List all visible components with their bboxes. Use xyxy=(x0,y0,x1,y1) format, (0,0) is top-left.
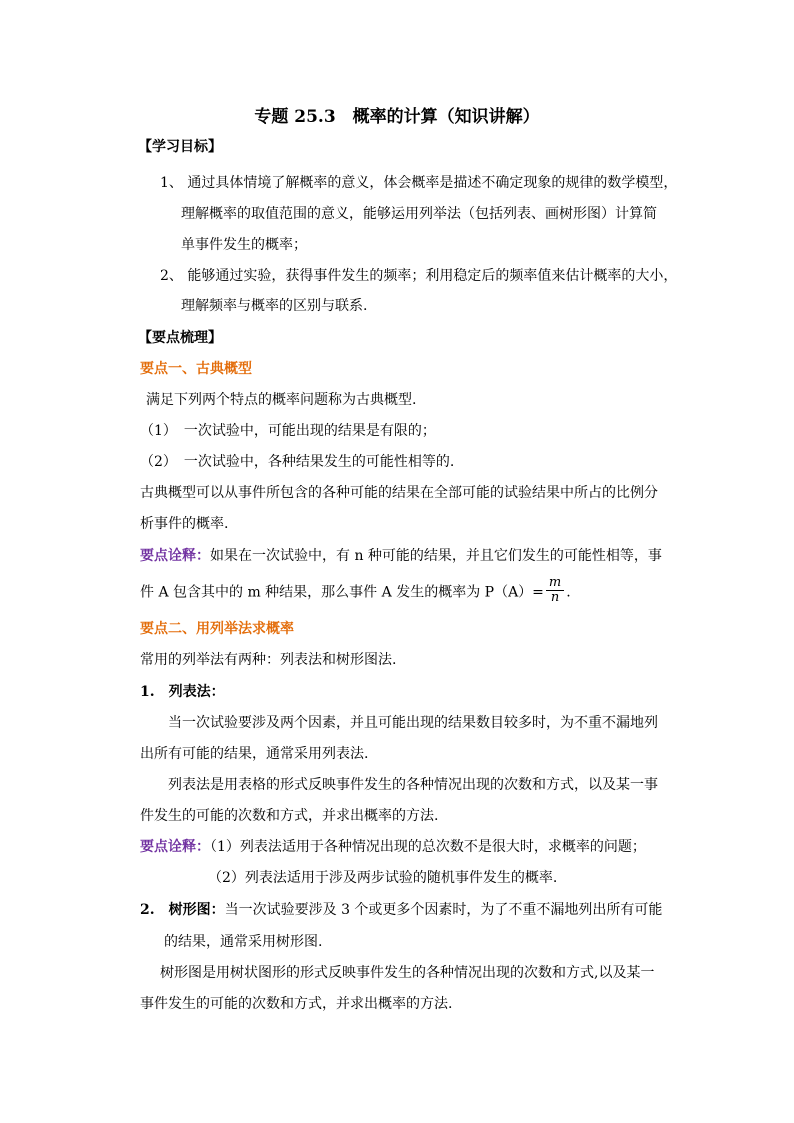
method2-text-1: 当一次试验要涉及 3 个或更多个因素时，为了不重不漏地列出所有可能 xyxy=(224,902,663,918)
point1-condition-1: （1） 一次试验中，可能出现的结果是有限的； xyxy=(140,423,436,439)
objective-2-line-2: 理解频率与概率的区别与联系. xyxy=(181,298,368,314)
objectives-heading: 【学习目标】 xyxy=(138,139,222,155)
method2-label: 2. 树形图： xyxy=(140,902,225,918)
point1-definition-line-1: 古典概型可以从事件所包含的各种可能的结果在全部可能的试验结果中所占的比例分 xyxy=(140,485,658,501)
method1-paragraph2-line-2: 件发生的可能的次数和方式，并求出概率的方法. xyxy=(140,808,439,824)
point1-note-text-1: 如果在一次试验中，有 n 种可能的结果，并且它们发生的可能性相等，事 xyxy=(210,548,662,564)
point1-note-line-2 xyxy=(140,575,571,607)
method2-line-2: 的结果，通常采用树形图. xyxy=(164,934,323,950)
objective-2-line-1: 2、 能够通过实验，获得事件发生的频率；利用稳定后的频率值来估计概率的大小， xyxy=(160,268,678,284)
fraction-denominator: n xyxy=(550,590,560,605)
point1-note-text-2: 件 A 包含其中的 m 种结果，那么事件 A 发生的概率为 P（A）= xyxy=(140,584,544,601)
probability-fraction xyxy=(546,576,564,605)
point2-heading: 要点二、用列举法求概率 xyxy=(140,621,294,637)
point1-heading: 要点一、古典概型 xyxy=(140,361,252,377)
method2-paragraph-line-1: 树形图是用树状图形的形式反映事件发生的各种情况出现的次数和方式,以及某一 xyxy=(160,965,655,981)
point2-note-line-1 xyxy=(140,837,646,857)
method2-paragraph-line-2: 事件发生的可能的次数和方式，并求出概率的方法. xyxy=(140,996,453,1012)
point2-note-1: （1）列表法适用于各种情况出现的总次数不是很大时，求概率的问题； xyxy=(210,839,646,855)
key-points-heading: 【要点梳理】 xyxy=(138,330,222,346)
point1-intro: 满足下列两个特点的概率问题称为古典概型. xyxy=(146,392,417,408)
point1-note-label: 要点诠释： xyxy=(140,548,210,564)
method1-paragraph2-line-1: 列表法是用表格的形式反映事件发生的各种情况出现的次数和方式，以及某一事 xyxy=(168,777,658,793)
method1-paragraph1-line-1: 当一次试验要涉及两个因素，并且可能出现的结果数目较多时，为不重不漏地列 xyxy=(168,715,658,731)
method2-line-1 xyxy=(140,900,662,920)
page-title: 专题 25.3 概率的计算（知识讲解） xyxy=(254,107,540,127)
point1-note-line-1 xyxy=(140,546,662,566)
point1-condition-2: （2） 一次试验中，各种结果发生的可能性相等的. xyxy=(140,454,455,470)
point2-intro: 常用的列举法有两种：列表法和树形图法. xyxy=(140,652,397,668)
point1-definition-line-2: 析事件的概率. xyxy=(140,516,229,532)
objective-1-line-3: 单事件发生的概率； xyxy=(181,237,307,253)
point2-note-2: （2）列表法适用于涉及两步试验的随机事件发生的概率. xyxy=(208,870,558,886)
point2-note-label: 要点诠释： xyxy=(140,839,210,855)
method1-label: 1. 列表法： xyxy=(140,684,225,700)
objective-1-line-1: 1、 通过具体情境了解概率的意义，体会概率是描述不确定现象的规律的数学模型， xyxy=(160,175,678,191)
method1-paragraph1-line-2: 出所有可能的结果，通常采用列表法. xyxy=(140,746,369,762)
fraction-numerator: m xyxy=(546,576,564,591)
point1-note-end: . xyxy=(566,584,571,601)
objective-1-line-2: 理解概率的取值范围的意义，能够运用列举法（包括列表、画树形图）计算简 xyxy=(181,206,657,222)
